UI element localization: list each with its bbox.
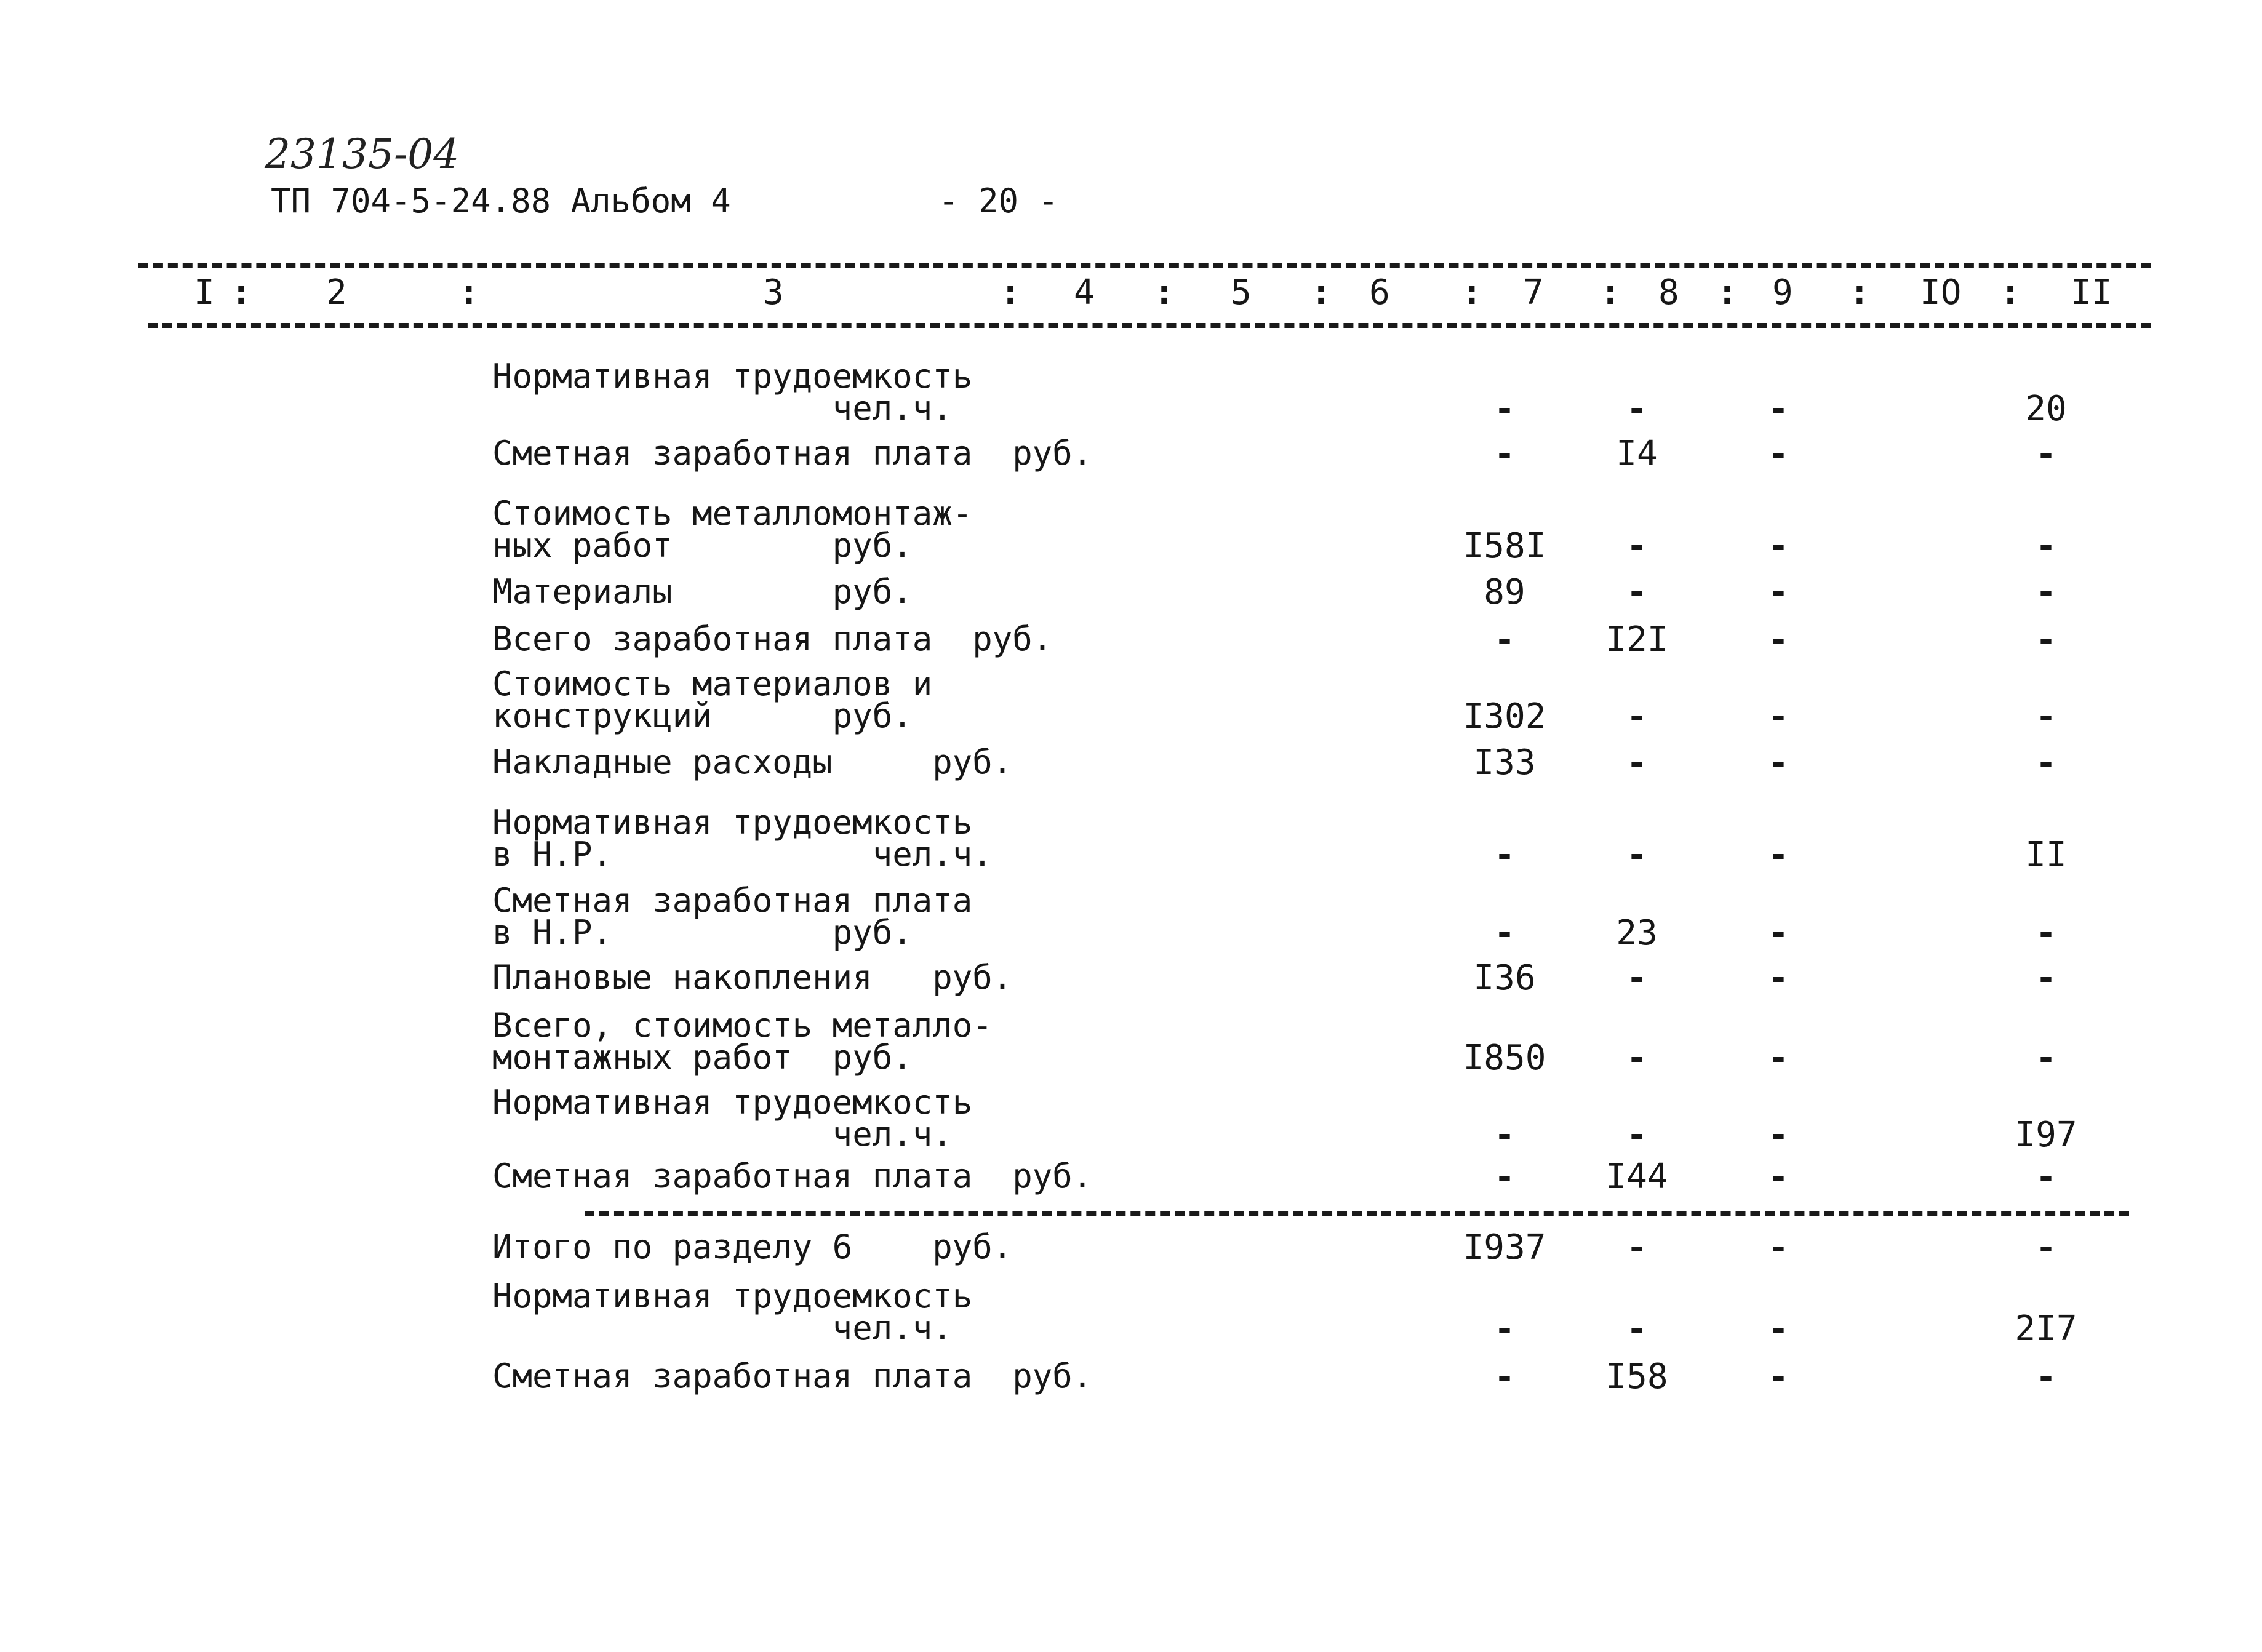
- row-label: ных работ руб.: [492, 526, 913, 565]
- handwritten-code: 23135-04: [265, 130, 460, 178]
- row-label: Нормативная трудоемкость: [492, 357, 973, 396]
- total-cell-col8: -: [1626, 1227, 1647, 1267]
- row-cell-col9: -: [1768, 743, 1789, 783]
- row-cell-col7: I302: [1463, 696, 1546, 736]
- row-cell-col9: -: [1768, 572, 1789, 612]
- column-separator: :: [1461, 273, 1482, 313]
- column-separator: :: [1717, 273, 1738, 313]
- row-cell-col7: -: [1494, 389, 1515, 429]
- row-cell-col7: I36: [1473, 958, 1536, 998]
- row-cell-col9: -: [1768, 913, 1789, 953]
- total-cell-col9: -: [1768, 1309, 1789, 1349]
- row-cell-col8: 23: [1616, 913, 1658, 953]
- column-separator: :: [231, 273, 252, 313]
- row-cell-col9: -: [1768, 1115, 1789, 1155]
- column-header-3: 3: [763, 273, 784, 313]
- column-header-11: II: [2071, 273, 2112, 313]
- row-cell-col11: -: [2036, 696, 2056, 736]
- total-label: Итого по разделу 6 руб.: [492, 1227, 1013, 1266]
- row-cell-col8: -: [1626, 1038, 1647, 1078]
- row-cell-col8: I4: [1616, 434, 1658, 474]
- row-cell-col7: I58I: [1463, 526, 1546, 566]
- row-cell-col9: -: [1768, 1038, 1789, 1078]
- row-cell-col8: -: [1626, 572, 1647, 612]
- row-label: в Н.Р. чел.ч.: [492, 835, 993, 874]
- header-top-rule: [138, 263, 2151, 268]
- column-separator: :: [458, 273, 479, 313]
- totals-rule: [585, 1211, 2129, 1216]
- row-cell-col7: 89: [1484, 572, 1525, 612]
- header-bottom-rule: [148, 323, 2151, 328]
- row-cell-col7: -: [1494, 1115, 1515, 1155]
- total-cell-col7: -: [1494, 1309, 1515, 1349]
- row-cell-col11: II: [2025, 835, 2067, 875]
- row-label: Сметная заработная плата: [492, 881, 973, 920]
- row-label: Нормативная трудоемкость: [492, 1083, 973, 1122]
- row-cell-col9: -: [1768, 526, 1789, 566]
- row-cell-col9: -: [1768, 835, 1789, 875]
- row-cell-col11: 20: [2025, 389, 2067, 429]
- row-cell-col8: -: [1626, 526, 1647, 566]
- row-cell-col9: -: [1768, 1157, 1789, 1197]
- row-cell-col11: -: [2036, 572, 2056, 612]
- column-header-4: 4: [1074, 273, 1095, 313]
- row-cell-col11: -: [2036, 1038, 2056, 1078]
- row-cell-col8: -: [1626, 696, 1647, 736]
- row-cell-col7: -: [1494, 1157, 1515, 1197]
- column-separator: :: [1311, 273, 1332, 313]
- total-cell-col9: -: [1768, 1227, 1789, 1267]
- row-cell-col7: I850: [1463, 1038, 1546, 1078]
- row-cell-col11: -: [2036, 743, 2056, 783]
- row-cell-col7: -: [1494, 835, 1515, 875]
- total-cell-col9: -: [1768, 1357, 1789, 1397]
- column-separator: :: [1600, 273, 1621, 313]
- row-label: конструкций руб.: [492, 696, 913, 735]
- total-cell-col8: -: [1626, 1309, 1647, 1349]
- total-label: Нормативная трудоемкость: [492, 1277, 973, 1315]
- row-label: чел.ч.: [492, 389, 953, 428]
- column-separator: :: [1154, 273, 1175, 313]
- row-label: Всего, стоимость металло-: [492, 1006, 993, 1045]
- total-cell-col11: -: [2036, 1227, 2056, 1267]
- document-reference: ТП 704-5-24.88 Альбом 4: [271, 182, 731, 220]
- row-cell-col11: -: [2036, 958, 2056, 998]
- row-label: Стоимость материалов и: [492, 664, 933, 703]
- row-label: монтажных работ руб.: [492, 1038, 913, 1077]
- row-cell-col8: -: [1626, 1115, 1647, 1155]
- total-label: чел.ч.: [492, 1309, 953, 1347]
- total-cell-col8: I58: [1605, 1357, 1668, 1397]
- row-cell-col9: -: [1768, 620, 1789, 660]
- row-cell-col8: -: [1626, 743, 1647, 783]
- column-separator: :: [2000, 273, 2021, 313]
- column-header-6: 6: [1369, 273, 1390, 313]
- total-cell-col7: -: [1494, 1357, 1515, 1397]
- page-number: - 20 -: [938, 182, 1059, 220]
- row-cell-col7: -: [1494, 913, 1515, 953]
- total-cell-col11: -: [2036, 1357, 2056, 1397]
- row-cell-col11: -: [2036, 526, 2056, 566]
- row-cell-col7: I33: [1473, 743, 1536, 783]
- total-cell-col7: I937: [1463, 1227, 1546, 1267]
- column-header-1: I: [194, 273, 215, 313]
- column-separator: :: [1000, 273, 1021, 313]
- row-label: Нормативная трудоемкость: [492, 803, 973, 842]
- row-cell-col9: -: [1768, 696, 1789, 736]
- column-header-7: 7: [1523, 273, 1544, 313]
- total-label: Сметная заработная плата руб.: [492, 1357, 1093, 1395]
- row-cell-col11: -: [2036, 434, 2056, 474]
- row-cell-col11: -: [2036, 1157, 2056, 1197]
- column-header-10: IO: [1920, 273, 1962, 313]
- row-label: Накладные расходы руб.: [492, 743, 1013, 781]
- row-label: в Н.Р. руб.: [492, 913, 913, 952]
- row-label: Плановые накопления руб.: [492, 958, 1013, 997]
- row-cell-col11: I97: [2015, 1115, 2077, 1155]
- column-header-5: 5: [1231, 273, 1252, 313]
- row-cell-col7: -: [1494, 620, 1515, 660]
- row-cell-col9: -: [1768, 389, 1789, 429]
- row-label: Всего заработная плата руб.: [492, 620, 1053, 658]
- row-cell-col9: -: [1768, 434, 1789, 474]
- column-header-9: 9: [1772, 273, 1793, 313]
- row-cell-col11: -: [2036, 913, 2056, 953]
- row-cell-col8: -: [1626, 835, 1647, 875]
- column-header-2: 2: [326, 273, 347, 313]
- total-cell-col11: 2I7: [2015, 1309, 2077, 1349]
- row-cell-col7: -: [1494, 434, 1515, 474]
- row-cell-col11: -: [2036, 620, 2056, 660]
- row-cell-col9: -: [1768, 958, 1789, 998]
- column-header-8: 8: [1658, 273, 1679, 313]
- row-label: Сметная заработная плата руб.: [492, 434, 1093, 473]
- row-cell-col8: -: [1626, 389, 1647, 429]
- column-separator: :: [1849, 273, 1870, 313]
- row-label: Материалы руб.: [492, 572, 913, 611]
- row-label: чел.ч.: [492, 1115, 953, 1154]
- row-cell-col8: I2I: [1605, 620, 1668, 660]
- row-label: Сметная заработная плата руб.: [492, 1157, 1093, 1195]
- row-cell-col8: -: [1626, 958, 1647, 998]
- row-cell-col8: I44: [1605, 1157, 1668, 1197]
- row-label: Стоимость металломонтаж-: [492, 494, 973, 533]
